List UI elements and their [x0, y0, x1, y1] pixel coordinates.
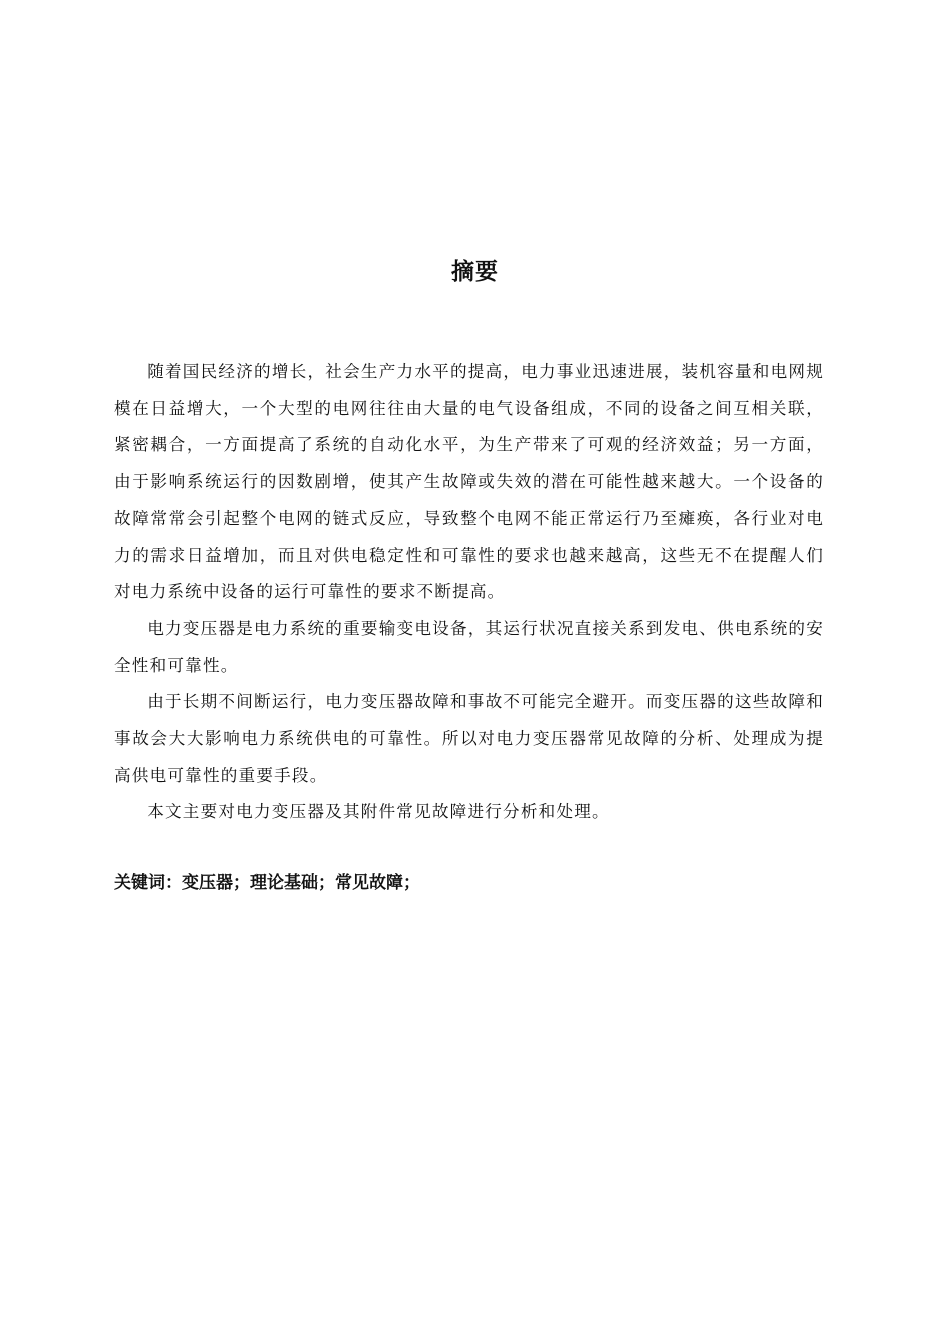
abstract-body: [114, 354, 824, 831]
keywords-line: 关键词：变压器；理论基础；常见故障；: [114, 873, 420, 893]
paragraph-4: 本文主要对电力变压器及其附件常见故障进行分析和处理。: [147, 802, 610, 822]
page-title: 摘要: [451, 259, 499, 285]
paragraph-2: 电力变压器是电力系统的重要输变电设备，其运行状况直接关系到发电、供电系统的安全性和可靠性。: [114, 618, 824, 675]
paragraph-1: 随着国民经济的增长，社会生产力水平的提高，电力事业迅速进展，装机容量和电网规模在日益增大，一个大型的电网往往由大量的电气设备组成，不同的设备之间互相关联，紧密耦合，一方面提高了系统的自动化水平，为生产带来了可观的经济效益；另一方面，由于影响系统运行的因数剧增，使其产生故障或失效的潜在可能性越来越大。一个设备的故障常常会引起整个电网的链式反应，导致整个电网不能正常运行乃至瘫痪，各行业对电力的需求日益增加，而且对供电稳定性和可靠性的要求也越来越高，这些无不在提醒人们对电力系统中设备的运行可靠性的要求不断提高。: [114, 362, 824, 602]
paragraph-3: 由于长期不间断运行，电力变压器故障和事故不可能完全避开。而变压器的这些故障和事故会大大影响电力系统供电的可靠性。所以对电力变压器常见故障的分析、处理成为提高供电可靠性的重要手段。: [114, 692, 824, 785]
